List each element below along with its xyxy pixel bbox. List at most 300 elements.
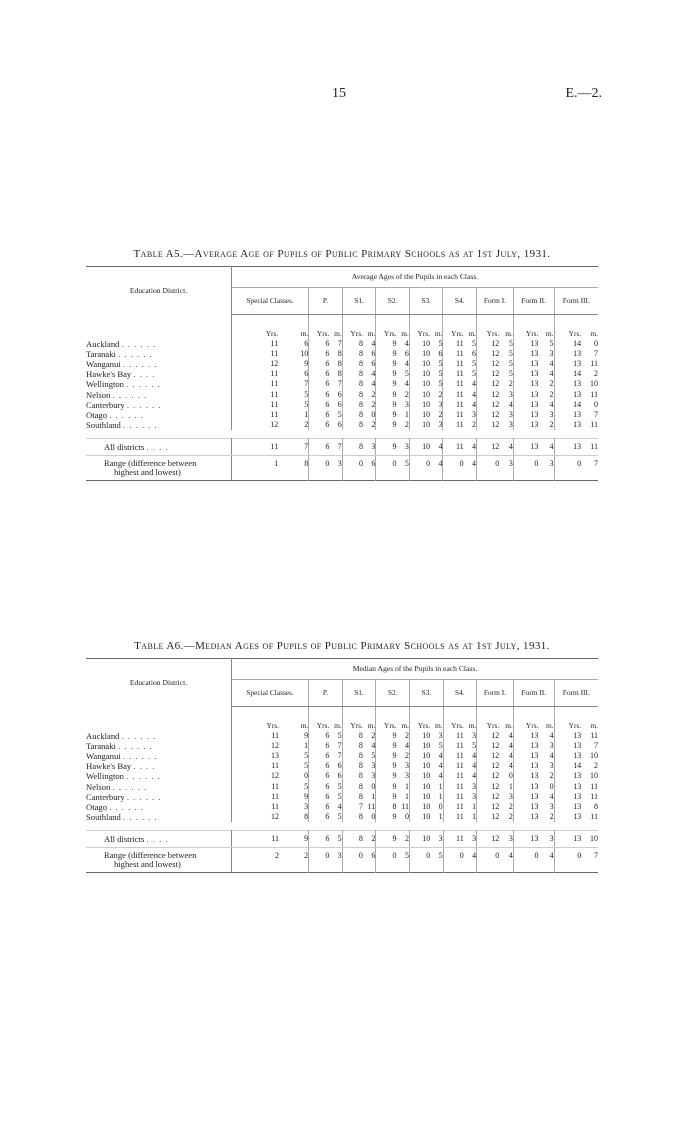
value-years: 13 (573, 791, 582, 801)
value-years: 10 (422, 781, 431, 791)
value-months: 5 (279, 782, 309, 792)
value-years: 13 (530, 761, 539, 771)
table-row (86, 782, 598, 792)
district-label: Nelson (86, 781, 111, 792)
value-years: 9 (392, 419, 397, 429)
value-years: 11 (443, 438, 464, 455)
value-months: 3 (464, 731, 477, 741)
table-row (86, 400, 598, 410)
district-label: Wanganui (86, 359, 121, 370)
value-months: 5 (499, 339, 513, 349)
unit-months: m. (590, 721, 598, 730)
value-years: 12 (491, 731, 500, 741)
value-months: 6 (363, 349, 376, 359)
value-years: 13 (271, 751, 280, 761)
value-years: 12 (271, 811, 280, 821)
value-months: 0 (538, 782, 554, 792)
value-months: 2 (594, 761, 598, 771)
value-months: 3 (430, 400, 443, 410)
value-years: 8 (358, 399, 363, 409)
value-years: 13 (573, 811, 582, 821)
value-years: 13 (530, 379, 539, 389)
value-months: 11 (590, 811, 598, 821)
value-years: 9 (392, 399, 397, 409)
value-months: 2 (538, 812, 554, 822)
value-months: 0 (363, 782, 376, 792)
unit-months: m. (363, 707, 376, 732)
value-years: 12 (491, 339, 500, 349)
value-months: 7 (329, 339, 342, 349)
range-row (86, 848, 598, 873)
value-months: 5 (430, 339, 443, 349)
value-years: 11 (270, 339, 279, 349)
unit-years: Yrs. (383, 329, 397, 338)
value-years: 12 (491, 751, 500, 761)
value-months: 5 (278, 400, 308, 410)
value-years: 6 (325, 359, 330, 369)
value-months: 6 (278, 339, 308, 349)
unit-months: m. (430, 707, 443, 732)
value-years: 11 (455, 409, 464, 419)
value-years: 8 (358, 751, 363, 761)
value-years: 6 (325, 781, 330, 791)
dot-leader: . . . . . . (109, 801, 144, 812)
value-years: 9 (392, 359, 397, 369)
class-header: Special Classes. (232, 680, 309, 707)
value-years: 13 (573, 731, 582, 741)
unit-months: m. (397, 315, 410, 340)
district-label: Canterbury (86, 399, 125, 410)
value-months: 5 (329, 812, 342, 822)
value-years: 9 (392, 409, 397, 419)
class-header: P. (309, 680, 343, 707)
value-years: 13 (530, 781, 539, 791)
table-row (86, 812, 598, 822)
value-months: 6 (329, 420, 342, 430)
value-years: 14 (573, 339, 582, 349)
value-years: 13 (530, 801, 539, 811)
value-months: 11 (590, 781, 598, 791)
value-years: 13 (530, 419, 539, 429)
dot-leader: . . . . (133, 369, 156, 380)
value-months: 3 (538, 741, 554, 751)
value-years: 8 (358, 369, 363, 379)
value-months: 3 (397, 400, 410, 410)
page-number: 15 (332, 86, 346, 101)
value-months: 10 (590, 379, 598, 389)
district-label: Taranaki (86, 349, 116, 360)
value-months: 6 (329, 761, 342, 771)
value-months: 9 (279, 731, 309, 741)
value-months: 4 (464, 751, 477, 761)
value-months: 3 (430, 420, 443, 430)
value-years: 14 (573, 399, 582, 409)
value-months: 0 (499, 771, 513, 781)
value-months: 4 (397, 339, 410, 349)
value-years: 9 (392, 771, 397, 781)
district-label: Otago (86, 801, 108, 812)
value-months: 5 (464, 359, 477, 369)
value-months: 3 (329, 456, 342, 481)
value-years: 0 (358, 851, 363, 861)
table-row (86, 390, 598, 400)
value-years: 0 (426, 851, 431, 861)
value-years: 8 (342, 438, 363, 455)
value-years: 10 (422, 339, 431, 349)
range-label-line2: highest and lowest) (114, 467, 181, 478)
district-name (86, 390, 232, 400)
value-months: 4 (430, 456, 443, 481)
value-months: 4 (363, 339, 376, 349)
value-months: 9 (279, 792, 309, 802)
dot-leader: . . . . . . (118, 741, 153, 752)
unit-months: m. (329, 315, 342, 340)
value-months: 5 (430, 741, 443, 751)
unit-years: Yrs. (266, 721, 280, 730)
value-months: 6 (329, 390, 342, 400)
value-months: 1 (279, 741, 309, 751)
value-months: 11 (590, 389, 598, 399)
district-name (86, 812, 232, 822)
value-years: 11 (456, 761, 464, 771)
range-name (86, 848, 232, 873)
value-months: 2 (397, 751, 410, 761)
value-years: 13 (530, 409, 539, 419)
class-header: Form I. (477, 288, 514, 315)
value-years: 11 (232, 438, 279, 455)
table-a5 (86, 266, 598, 481)
value-years: 6 (325, 731, 330, 741)
class-header: S1. (342, 680, 376, 707)
value-months: 5 (329, 410, 342, 420)
value-years: 9 (392, 369, 397, 379)
value-years: 7 (358, 801, 363, 811)
value-years: 0 (358, 459, 363, 469)
value-years: 9 (376, 830, 397, 847)
unit-months: m. (499, 315, 513, 340)
value-months: 11 (590, 359, 598, 369)
value-years: 11 (456, 741, 464, 751)
dot-leader: . . . . . . (122, 751, 158, 762)
value-months: 5 (464, 369, 477, 379)
value-months: 3 (363, 438, 376, 455)
value-years: 13 (573, 349, 582, 359)
page-header (0, 86, 700, 106)
value-years: 9 (376, 438, 397, 455)
value-years: 11 (270, 349, 279, 359)
value-years: 11 (232, 830, 280, 847)
value-years: 9 (392, 811, 397, 821)
value-months: 3 (499, 456, 513, 481)
value-years: 13 (554, 830, 581, 847)
units-row (86, 315, 598, 340)
value-years: 9 (392, 339, 397, 349)
value-years: 2 (275, 851, 280, 861)
value-months: 4 (363, 379, 376, 389)
value-months: 4 (464, 771, 477, 781)
unit-years: Yrs. (350, 329, 363, 338)
value-years: 10 (422, 801, 431, 811)
value-years: 6 (325, 741, 330, 751)
value-months: 8 (594, 801, 598, 811)
value-months: 4 (499, 751, 513, 761)
value-months: 8 (329, 369, 342, 379)
unit-months: m. (279, 707, 309, 732)
district-name (86, 782, 232, 792)
value-years: 12 (491, 419, 500, 429)
value-months: 0 (363, 410, 376, 420)
dot-leader: . . . . . . (121, 731, 157, 742)
spacer-row (86, 430, 598, 439)
value-months: 8 (329, 359, 342, 369)
value-months: 3 (499, 830, 513, 847)
class-header: S3. (410, 680, 444, 707)
value-years: 10 (422, 399, 431, 409)
value-months: 3 (538, 349, 554, 359)
value-months: 0 (430, 802, 443, 812)
unit-years: Yrs. (417, 721, 431, 730)
value-years: 8 (358, 731, 363, 741)
all-districts-name (86, 438, 232, 455)
value-years: 13 (573, 389, 582, 399)
unit-months: m. (538, 707, 554, 732)
dot-leader: . . . . (133, 761, 156, 772)
value-years: 8 (358, 781, 363, 791)
value-months: 7 (278, 379, 308, 389)
value-months: 2 (363, 731, 376, 741)
value-years: 6 (325, 369, 330, 379)
value-years: 12 (491, 409, 500, 419)
value-years: 11 (271, 791, 280, 801)
value-years: 14 (573, 369, 582, 379)
value-months: 7 (329, 379, 342, 389)
unit-years: Yrs. (316, 329, 330, 338)
value-years: 6 (309, 438, 330, 455)
value-months: 7 (594, 851, 598, 861)
value-years: 0 (392, 851, 397, 861)
value-months: 1 (430, 782, 443, 792)
range-label-line1: Range (difference between (104, 458, 197, 469)
value-years: 11 (455, 369, 464, 379)
value-years: 0 (534, 851, 539, 861)
value-months: 1 (397, 410, 410, 420)
value-months: 2 (397, 830, 410, 847)
value-months: 3 (538, 456, 554, 481)
dot-leader: . . . . . . (118, 349, 153, 360)
value-months: 7 (594, 349, 598, 359)
value-years: 8 (342, 830, 363, 847)
spacer-cell (86, 430, 598, 439)
value-months: 2 (594, 369, 598, 379)
range-name (86, 456, 232, 481)
value-years: 0 (325, 459, 330, 469)
value-years: 13 (530, 349, 539, 359)
value-years: 11 (456, 731, 464, 741)
value-years: 12 (491, 369, 500, 379)
spacer-cell (86, 822, 598, 831)
value-months: 4 (363, 369, 376, 379)
value-months: 3 (363, 771, 376, 781)
value-months: 6 (278, 369, 308, 379)
dot-leader: . . . . . . (122, 359, 158, 370)
unit-months: m. (464, 315, 477, 340)
value-months: 4 (499, 731, 513, 741)
district-column-header: Education District. (86, 267, 232, 315)
value-years: 8 (358, 741, 363, 751)
district-name (86, 751, 232, 761)
value-months: 11 (397, 802, 410, 812)
value-months: 6 (363, 848, 376, 873)
value-years: 11 (456, 791, 464, 801)
value-years: 12 (491, 399, 500, 409)
value-years: 10 (422, 751, 431, 761)
table-row (86, 731, 598, 741)
group-header: Median Ages of the Pupils in each Class. (232, 659, 599, 680)
value-years: 12 (491, 771, 500, 781)
class-header: Form II. (513, 288, 554, 315)
value-years: 9 (392, 731, 397, 741)
value-months: 4 (499, 400, 513, 410)
value-months: 2 (363, 420, 376, 430)
value-years: 13 (530, 359, 539, 369)
value-months: 5 (499, 349, 513, 359)
value-years: 8 (358, 379, 363, 389)
value-years: 0 (459, 851, 464, 861)
value-years: 11 (455, 389, 464, 399)
value-months: 6 (363, 456, 376, 481)
value-years: 11 (456, 801, 464, 811)
table-row (86, 761, 598, 771)
value-months: 2 (363, 400, 376, 410)
district-label: Southland (86, 419, 121, 430)
district-name (86, 420, 232, 430)
dot-leader: . . . . . . (126, 791, 162, 802)
value-years: 13 (513, 830, 538, 847)
value-months: 3 (329, 848, 342, 873)
value-months: 4 (430, 771, 443, 781)
value-years: 13 (530, 369, 539, 379)
class-header: Form I. (477, 680, 514, 707)
value-years: 13 (530, 811, 539, 821)
unit-years: Yrs. (568, 721, 582, 730)
value-years: 11 (455, 349, 464, 359)
unit-years: Yrs. (316, 721, 330, 730)
value-months: 9 (278, 359, 308, 369)
district-label: Wanganui (86, 751, 121, 762)
value-years: 10 (422, 349, 431, 359)
all-districts-label: All districts (104, 833, 145, 844)
value-months: 3 (538, 410, 554, 420)
district-name (86, 369, 232, 379)
value-months: 4 (499, 438, 513, 455)
value-years: 9 (392, 349, 397, 359)
value-years: 0 (577, 851, 582, 861)
value-months: 3 (464, 782, 477, 792)
table-row (86, 359, 598, 369)
class-header: P. (309, 288, 343, 315)
unit-years: Yrs. (350, 721, 363, 730)
value-months: 5 (397, 456, 410, 481)
value-years: 6 (325, 399, 330, 409)
value-months: 3 (279, 802, 309, 812)
value-months: 2 (397, 390, 410, 400)
value-months: 1 (397, 792, 410, 802)
group-header: Average Ages of the Pupils in each Class. (232, 267, 599, 288)
value-months: 0 (397, 812, 410, 822)
value-months: 2 (464, 420, 477, 430)
value-months: 2 (538, 771, 554, 781)
value-years: 12 (491, 741, 500, 751)
value-years: 10 (409, 438, 430, 455)
value-months: 3 (538, 802, 554, 812)
value-years: 0 (392, 459, 397, 469)
value-months: 7 (329, 751, 342, 761)
value-months: 4 (499, 761, 513, 771)
value-months: 4 (464, 761, 477, 771)
value-years: 12 (271, 741, 280, 751)
value-years: 11 (270, 399, 279, 409)
dot-leader: . . . . . . (109, 409, 144, 420)
value-months: 2 (279, 848, 309, 873)
class-header: S3. (409, 288, 443, 315)
value-years: 13 (530, 751, 539, 761)
value-months: 3 (499, 792, 513, 802)
value-months: 5 (499, 369, 513, 379)
table-row (86, 792, 598, 802)
class-header: S2. (376, 288, 410, 315)
dot-leader: . . . . . . (126, 379, 161, 390)
value-months: 4 (464, 438, 477, 455)
value-months: 3 (430, 731, 443, 741)
class-header: Form III. (554, 288, 598, 315)
value-years: 13 (573, 419, 582, 429)
value-years: 12 (477, 438, 500, 455)
value-years: 11 (455, 339, 464, 349)
value-years: 13 (513, 438, 538, 455)
range-label-line1: Range (difference between (104, 850, 197, 861)
value-months: 3 (397, 438, 410, 455)
value-years: 6 (309, 830, 330, 847)
value-months: 7 (329, 741, 342, 751)
value-months: 8 (329, 349, 342, 359)
unit-years: Yrs. (568, 329, 582, 338)
value-months: 5 (329, 792, 342, 802)
value-years: 10 (422, 731, 431, 741)
value-months: 0 (594, 339, 598, 349)
district-name (86, 339, 232, 349)
value-months: 2 (538, 379, 554, 389)
value-months: 5 (363, 751, 376, 761)
value-months: 9 (279, 830, 309, 847)
value-months: 4 (538, 369, 554, 379)
value-years: 8 (358, 761, 363, 771)
unit-years: Yrs. (417, 329, 431, 338)
value-years: 14 (573, 761, 582, 771)
value-months: 5 (464, 741, 477, 751)
district-label: Auckland (86, 339, 120, 350)
value-months: 5 (279, 751, 309, 761)
value-months: 3 (499, 420, 513, 430)
value-years: 11 (456, 781, 464, 791)
value-months: 11 (590, 419, 598, 429)
value-months: 3 (499, 410, 513, 420)
value-months: 4 (363, 741, 376, 751)
value-months: 7 (329, 438, 342, 455)
district-label: Otago (86, 409, 108, 420)
value-months: 4 (430, 438, 443, 455)
value-years: 10 (422, 369, 431, 379)
district-label: Taranaki (86, 741, 116, 752)
